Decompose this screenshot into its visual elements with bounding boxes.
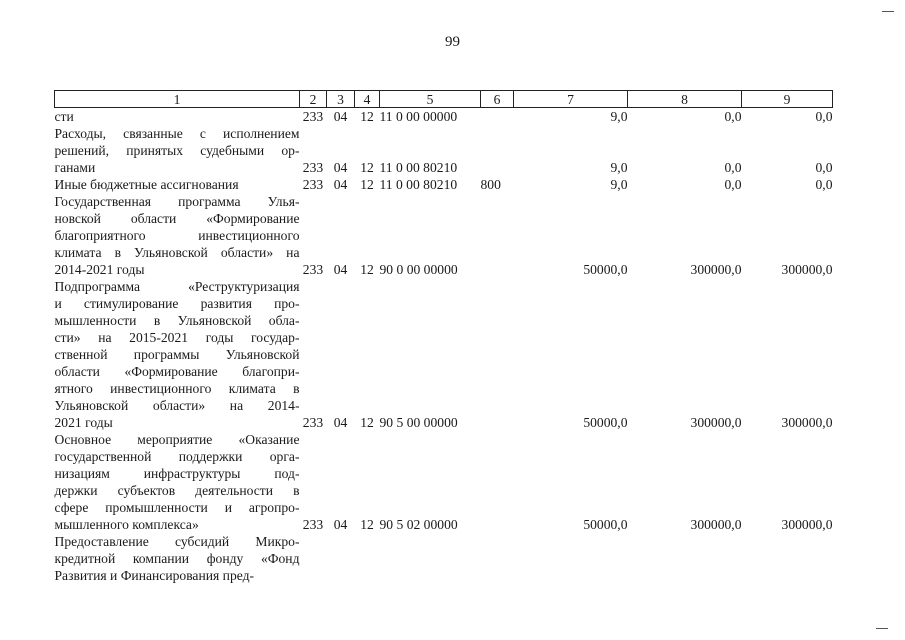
description-line: кредитной компании фонду «Фонд <box>54 551 300 566</box>
description-line: Подпрограмма «Реструктуризация <box>54 279 300 294</box>
budget-admin-code: 233 <box>302 262 324 277</box>
expense-type-code: 800 <box>480 177 501 192</box>
section-code: 04 <box>333 262 348 277</box>
description-line: сти» на 2015-2021 годы государ- <box>54 330 300 345</box>
table-body <box>55 108 833 585</box>
table-row <box>55 193 833 278</box>
description-line: климата в Ульяновской области» на <box>54 245 300 260</box>
table-row <box>55 533 833 584</box>
target-article-code: 11 0 00 80210 <box>379 177 458 192</box>
section-code: 04 <box>333 160 348 175</box>
description-line: Предоставление субсидий Микро- <box>54 534 300 549</box>
expense-type-code <box>481 278 514 431</box>
scan-mark-bottom-right <box>876 628 888 629</box>
description-line: области «Формирование благопри- <box>54 364 300 379</box>
budget-admin-code: 233 <box>302 160 324 175</box>
expense-type-code <box>481 193 514 278</box>
table-row <box>55 176 833 193</box>
row-description <box>55 176 300 193</box>
description-line: и стимулирование развития про- <box>54 296 300 311</box>
subsection-code <box>355 533 380 584</box>
expense-type-code <box>481 108 514 126</box>
amount-year-1: 9,0 <box>610 160 628 175</box>
description-line: ганами <box>54 160 96 175</box>
column-header: 8 <box>628 91 742 108</box>
column-header: 1 <box>55 91 300 108</box>
description-line: сфере промышленности и агропро- <box>54 500 300 515</box>
description-line: Расходы, связанные с исполнением <box>54 126 300 141</box>
amount-year-3 <box>742 533 833 584</box>
amount-year-2: 300000,0 <box>690 415 742 430</box>
description-line: 2014-2021 годы <box>54 262 145 277</box>
amount-year-3: 300000,0 <box>781 517 833 532</box>
description-line: держки субъектов деятельности в <box>54 483 300 498</box>
budget-admin-code: 233 <box>302 177 324 192</box>
section-code: 04 <box>333 415 348 430</box>
row-description <box>55 278 300 431</box>
amount-year-1: 50000,0 <box>583 415 628 430</box>
subsection-code: 12 <box>360 517 374 532</box>
description-line: ственной программы Ульяновской <box>54 347 300 362</box>
budget-admin-code: 233 <box>302 415 324 430</box>
amount-year-2: 300000,0 <box>690 262 742 277</box>
amount-year-3: 300000,0 <box>781 262 833 277</box>
amount-year-1 <box>514 533 628 584</box>
subsection-code: 12 <box>360 109 374 124</box>
budget-table <box>54 90 833 584</box>
amount-year-1: 50000,0 <box>583 517 628 532</box>
subsection-code: 12 <box>360 177 374 192</box>
expense-type-code <box>481 533 514 584</box>
subsection-code: 12 <box>360 160 374 175</box>
amount-year-2: 0,0 <box>724 177 742 192</box>
column-header: 6 <box>481 91 514 108</box>
amount-year-3: 0,0 <box>815 177 833 192</box>
description-line: низациям инфраструктуры под- <box>54 466 300 481</box>
description-line: Государственная программа Улья- <box>54 194 300 209</box>
table-header-row <box>55 91 833 108</box>
budget-admin-code: 233 <box>302 517 324 532</box>
amount-year-1: 50000,0 <box>583 262 628 277</box>
subsection-code: 12 <box>360 415 374 430</box>
target-article-code: 11 0 00 80210 <box>379 160 458 175</box>
description-line: государственной поддержки орга- <box>54 449 300 464</box>
target-article-code <box>380 533 481 584</box>
table-row <box>55 108 833 126</box>
section-code: 04 <box>333 517 348 532</box>
amount-year-2: 300000,0 <box>690 517 742 532</box>
table-row <box>55 278 833 431</box>
expense-type-code <box>481 431 514 533</box>
description-line: сти <box>54 109 74 124</box>
column-header: 9 <box>742 91 833 108</box>
expense-type-code <box>481 125 514 176</box>
row-description <box>55 193 300 278</box>
description-line: Иные бюджетные ассигнования <box>54 177 239 192</box>
amount-year-2: 0,0 <box>724 109 742 124</box>
description-line: благоприятного инвестиционного <box>54 228 300 243</box>
subsection-code: 12 <box>360 262 374 277</box>
column-header: 4 <box>355 91 380 108</box>
budget-admin-code <box>300 533 327 584</box>
amount-year-3: 0,0 <box>815 109 833 124</box>
description-line: мышленности в Ульяновской обла- <box>54 313 300 328</box>
row-description <box>55 431 300 533</box>
target-article-code: 90 5 00 00000 <box>379 415 458 430</box>
description-line: Ульяновской области» на 2014- <box>54 398 300 413</box>
description-line: Развития и Финансирования пред- <box>54 568 255 583</box>
amount-year-3: 300000,0 <box>781 415 833 430</box>
row-description <box>55 108 300 126</box>
table-row <box>55 431 833 533</box>
amount-year-3: 0,0 <box>815 160 833 175</box>
amount-year-1: 9,0 <box>610 109 628 124</box>
column-header: 5 <box>380 91 481 108</box>
amount-year-2 <box>628 533 742 584</box>
row-description <box>55 125 300 176</box>
target-article-code: 90 0 00 00000 <box>379 262 458 277</box>
amount-year-2: 0,0 <box>724 160 742 175</box>
page-number: 99 <box>445 34 460 50</box>
section-code <box>327 533 355 584</box>
section-code: 04 <box>333 109 348 124</box>
target-article-code: 11 0 00 00000 <box>379 109 458 124</box>
scan-mark-top-right <box>882 11 894 12</box>
description-line: новской области «Формирование <box>54 211 300 226</box>
budget-admin-code: 233 <box>302 109 324 124</box>
description-line: 2021 годы <box>54 415 113 430</box>
column-header: 7 <box>514 91 628 108</box>
description-line: мышленного комплекса» <box>54 517 199 532</box>
row-description <box>55 533 300 584</box>
description-line: ятного инвестиционного климата в <box>54 381 300 396</box>
amount-year-1: 9,0 <box>610 177 628 192</box>
column-header: 2 <box>300 91 327 108</box>
column-header: 3 <box>327 91 355 108</box>
table-row <box>55 125 833 176</box>
description-line: Основное мероприятие «Оказание <box>54 432 300 447</box>
target-article-code: 90 5 02 00000 <box>379 517 458 532</box>
description-line: решений, принятых судебными ор- <box>54 143 300 158</box>
section-code: 04 <box>333 177 348 192</box>
